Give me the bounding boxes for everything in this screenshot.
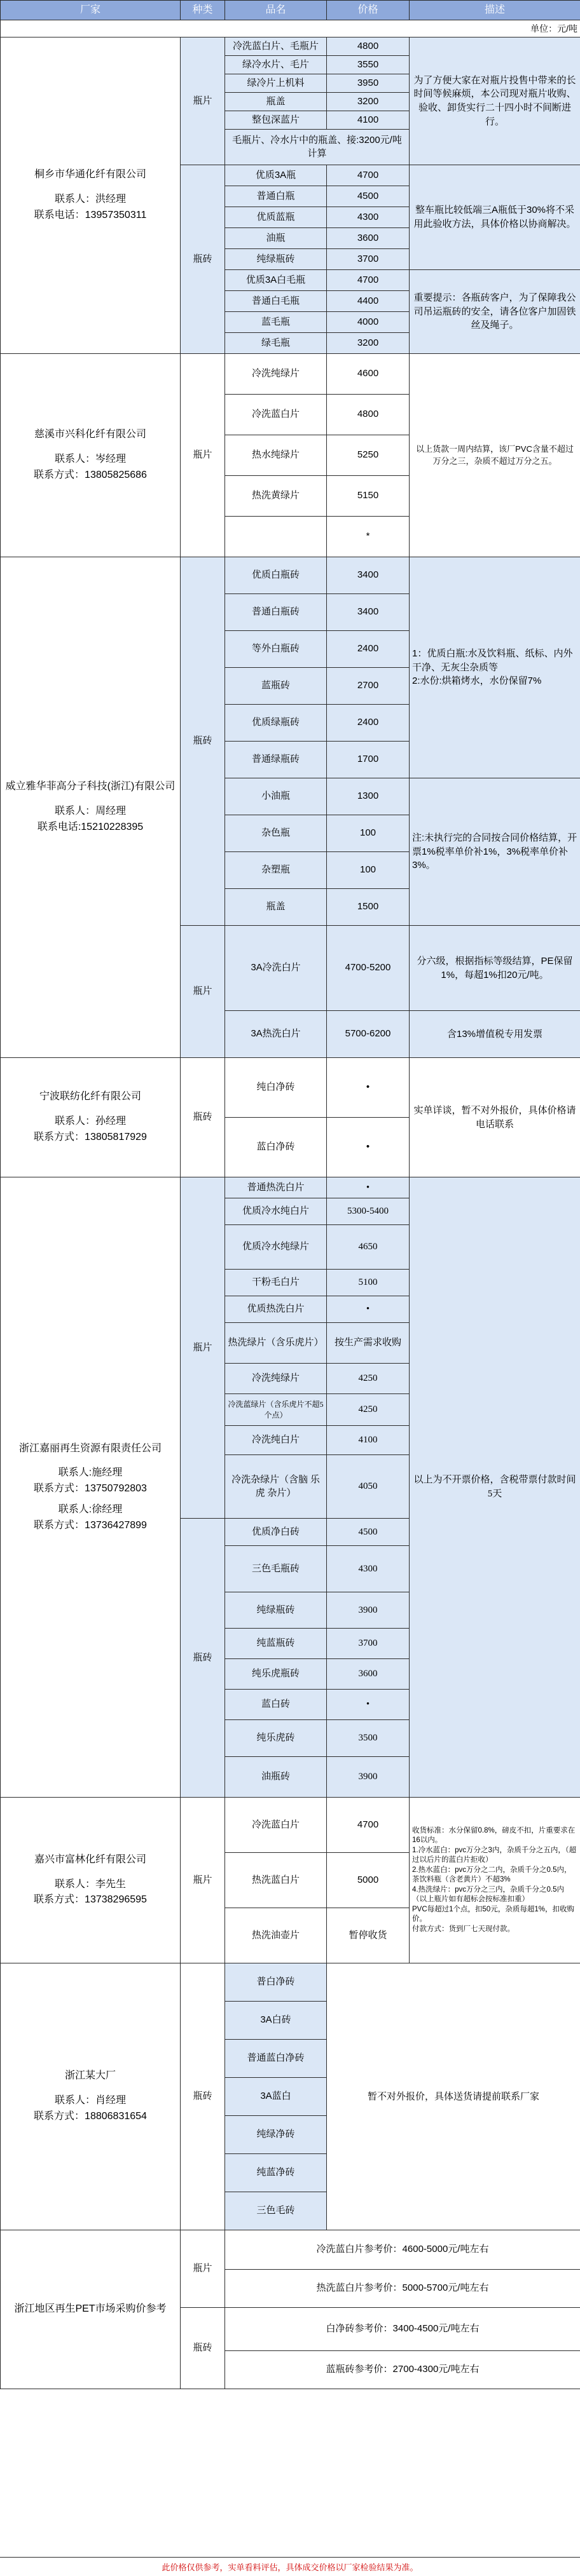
description-cell: 重要提示：各瓶砖客户，为了保障我公司吊运瓶砖的安全，请各位客户加固铁丝及绳子。	[410, 270, 580, 354]
product-price: 4800	[327, 395, 410, 435]
contact-phone: 联系方式：13805825686	[3, 468, 177, 484]
product-price: 3400	[327, 557, 410, 594]
product-name: 冷洗纯绿片	[225, 354, 327, 395]
description-cell: 为了方便大家在对瓶片投售中带来的长时间等候麻烦，本公司现对瓶片收购、验收、卸货实行二十四小时不间断进行。	[410, 37, 580, 165]
header-company: 厂家	[1, 1, 181, 20]
product-price: •	[327, 1690, 410, 1720]
product-name: 整包深蓝片	[225, 111, 327, 130]
product-name: 瓶盖	[225, 889, 327, 926]
product-price: 3900	[327, 1757, 410, 1798]
kind-cell: 瓶片	[181, 1798, 225, 1963]
description-cell: 收货标准：水分保留0.8%，磅皮不扣，片重要求在16以内。 1.冷水蓝白：pvc万分之3内，杂质千分之五内，（超过以后片的蓝白片拒收） 2.热水蓝白：pvc万分之二内，杂质千分之0.5内，茶饮料瓶（含老黄片）不超3% 4.热洗绿片：pvc万分之三内，杂质千分之0.5内（以上瓶片如有超标会按标准扣重） PVC每超过1个点，扣50元，杂质每超1%，扣收购价。 付款方式：货到厂七天现付款。	[410, 1798, 580, 1963]
product-price: 4400	[327, 291, 410, 312]
product-name: 热洗绿片（含乐虎片）	[225, 1323, 327, 1364]
contact-person: 联系人：周经理	[3, 804, 177, 820]
company-cell	[1, 1798, 181, 1963]
product-name: 纯乐虎砖	[225, 1720, 327, 1757]
company-cell	[1, 557, 181, 1058]
product-price: 5300-5400	[327, 1198, 410, 1225]
product-name: 普通热洗白片	[225, 1177, 327, 1198]
product-name: 纯乐虎瓶砖	[225, 1659, 327, 1690]
product-name: 杂色瓶	[225, 815, 327, 852]
product-price: 4300	[327, 207, 410, 228]
product-name: 小油瓶	[225, 778, 327, 815]
product-price: 100	[327, 815, 410, 852]
product-name: 冷洗蓝绿片（含乐虎片不超5个点）	[225, 1394, 327, 1426]
product-price: 5150	[327, 476, 410, 517]
product-price: 3500	[327, 1720, 410, 1757]
company-name: 威立雅华菲高分子科技(浙江)有限公司	[3, 779, 177, 795]
product-name: 冷洗蓝白片、毛瓶片	[225, 37, 327, 56]
product-price: 4700	[327, 270, 410, 291]
kind-cell: 瓶片	[181, 1177, 225, 1519]
product-name: 优质热洗白片	[225, 1296, 327, 1323]
section-veolia	[1, 557, 580, 1058]
company-name: 桐乡市华通化纤有限公司	[3, 167, 177, 183]
company-cell	[1, 354, 181, 557]
product-name: 热洗黄绿片	[225, 476, 327, 517]
contact-phone: 联系方式：13750792803	[3, 1481, 177, 1497]
product-name: 干粉毛白片	[225, 1270, 327, 1296]
product-name: 优质3A白毛瓶	[225, 270, 327, 291]
product-name: 绿毛瓶	[225, 333, 327, 354]
product-name: 3A蓝白	[225, 2078, 327, 2116]
product-name: 冷洗纯绿片	[225, 1364, 327, 1394]
product-name: 优质绿瓶砖	[225, 705, 327, 742]
product-price: *	[327, 517, 410, 557]
reference-line: 蓝瓶砖参考价：2700-4300元/吨左右	[225, 2351, 580, 2389]
product-price: 4100	[327, 1426, 410, 1455]
product-name: 等外白瓶砖	[225, 631, 327, 668]
product-price: 4700	[327, 165, 410, 186]
product-name: 冷洗纯白片	[225, 1426, 327, 1455]
product-price: 3600	[327, 1659, 410, 1690]
product-price: 3950	[327, 74, 410, 93]
product-name: 普白净砖	[225, 1963, 327, 2002]
product-price: 3400	[327, 594, 410, 631]
unit-row	[1, 20, 580, 37]
product-price: 4500	[327, 186, 410, 207]
product-name: 热水纯绿片	[225, 435, 327, 476]
company-name: 浙江某大厂	[3, 2068, 177, 2084]
product-name: 优质净白砖	[225, 1519, 327, 1546]
product-name: 蓝瓶砖	[225, 668, 327, 705]
kind-cell: 瓶砖	[181, 2308, 225, 2389]
product-name: 普通白瓶	[225, 186, 327, 207]
product-price: 4000	[327, 312, 410, 333]
product-price: 4050	[327, 1455, 410, 1519]
product-name: 瓶盖	[225, 93, 327, 111]
product-name: 蓝白砖	[225, 1690, 327, 1720]
product-name: 三色毛瓶砖	[225, 1546, 327, 1592]
product-price: 4650	[327, 1225, 410, 1270]
company-cell	[1, 1963, 181, 2230]
section-jiali	[1, 1177, 580, 1798]
product-name: 冷洗蓝白片	[225, 1798, 327, 1853]
header-kind: 种类	[181, 1, 225, 20]
product-price: 4700-5200	[327, 926, 410, 1011]
product-name: 纯绿瓶砖	[225, 1592, 327, 1629]
description-cell: 分六级，根据指标等级结算，PE保留1%，每超1%扣20元/吨。	[410, 926, 580, 1011]
product-name: 冷洗蓝白片	[225, 395, 327, 435]
kind-cell: 瓶片	[181, 926, 225, 1058]
company-cell	[1, 1058, 181, 1177]
product-price: 3200	[327, 93, 410, 111]
contact-phone: 联系方式：13738296595	[3, 1892, 177, 1908]
product-name: 油瓶	[225, 228, 327, 249]
product-price: 3600	[327, 228, 410, 249]
product-price: •	[327, 1296, 410, 1323]
product-price: 按生产需求收购	[327, 1323, 410, 1364]
product-name	[225, 517, 327, 557]
product-price: 1500	[327, 889, 410, 926]
description-cell: 实单详谈，暂不对外报价，具体价格请电话联系	[410, 1058, 580, 1177]
description-cell: 整车瓶比较低端三A瓶低于30%将不采用此验收方法，具体价格以协商解决。	[410, 165, 580, 270]
product-name: 3A白砖	[225, 2002, 327, 2040]
company-cell	[1, 37, 181, 354]
product-name: 普通白瓶砖	[225, 594, 327, 631]
contact-phone: 联系电话:15210228395	[3, 820, 177, 836]
product-name: 三色毛砖	[225, 2192, 327, 2230]
product-name: 3A热洗白片	[225, 1011, 327, 1058]
product-price: 4100	[327, 111, 410, 130]
product-name: 热洗蓝白片	[225, 1853, 327, 1908]
reference-line: 白净砖参考价：3400-4500元/吨左右	[225, 2308, 580, 2351]
product-price: 4800	[327, 37, 410, 56]
header-row	[1, 1, 580, 20]
product-name: 优质冷水纯白片	[225, 1198, 327, 1225]
company-cell	[1, 1177, 181, 1798]
product-name: 普通白毛瓶	[225, 291, 327, 312]
contact-person: 联系人：洪经理	[3, 192, 177, 208]
contact-person: 联系人：孙经理	[3, 1114, 177, 1130]
product-price: 5100	[327, 1270, 410, 1296]
section-zhejiang-factory	[1, 1963, 580, 2230]
product-price: 3200	[327, 333, 410, 354]
product-name: 油瓶砖	[225, 1757, 327, 1798]
product-name: 绿冷片上机料	[225, 74, 327, 93]
product-price: •	[327, 1118, 410, 1177]
product-price: 1300	[327, 778, 410, 815]
product-price: 4250	[327, 1364, 410, 1394]
product-name: 优质3A瓶	[225, 165, 327, 186]
product-price: 100	[327, 852, 410, 889]
contact-person: 联系人：李先生	[3, 1877, 177, 1893]
product-price: 4700	[327, 1798, 410, 1853]
product-price: 2700	[327, 668, 410, 705]
section-market-reference	[1, 2230, 580, 2389]
disclaimer-footer: 此价格仅供参考，实单看料评估，具体成交价格以厂家检验结果为准。	[0, 2557, 580, 2576]
product-name: 冷洗杂绿片（含脑 乐虎 杂片）	[225, 1455, 327, 1519]
section-lianfang	[1, 1058, 580, 1177]
contact-phone: 联系方式：13736427899	[3, 1518, 177, 1534]
product-name: 蓝白净砖	[225, 1118, 327, 1177]
reference-line: 热洗蓝白片参考价：5000-5700元/吨左右	[225, 2270, 580, 2308]
kind-cell: 瓶砖	[181, 1058, 225, 1177]
description-cell: 1：优质白瓶:水及饮料瓶、纸标、内外干净、无灰尘杂质等 2:水份:烘箱烤水，水份保留7%	[410, 557, 580, 778]
contact-phone: 联系电话：13957350311	[3, 208, 177, 224]
product-price: 5700-6200	[327, 1011, 410, 1058]
kind-cell: 瓶砖	[181, 1519, 225, 1798]
product-price: •	[327, 1177, 410, 1198]
product-price: •	[327, 1058, 410, 1118]
product-name: 优质冷水纯绿片	[225, 1225, 327, 1270]
product-price: 3700	[327, 1629, 410, 1659]
description-cell: 注:未执行完的合同按合同价格结算，开票1%税率单价补1%，3%税率单价补3%。	[410, 778, 580, 926]
description-cell: 含13%增值税专用发票	[410, 1011, 580, 1058]
product-name: 绿冷水片、毛片	[225, 56, 327, 74]
unit-label: 单位：元/吨	[1, 20, 580, 37]
product-name: 普通蓝白净砖	[225, 2040, 327, 2078]
product-price: 3900	[327, 1592, 410, 1629]
product-price: 暂停收货	[327, 1908, 410, 1963]
header-description: 描述	[410, 1, 580, 20]
kind-cell: 瓶砖	[181, 165, 225, 354]
description-cell: 暂不对外报价，具体送货请提前联系厂家	[327, 1963, 580, 2230]
product-name: 优质白瓶砖	[225, 557, 327, 594]
product-price: 3550	[327, 56, 410, 74]
product-price: 4250	[327, 1394, 410, 1426]
product-name: 3A冷洗白片	[225, 926, 327, 1011]
product-price: 2400	[327, 705, 410, 742]
contact-phone: 联系方式：18806831654	[3, 2109, 177, 2125]
header-product: 品名	[225, 1, 327, 20]
product-name: 纯白净砖	[225, 1058, 327, 1118]
product-name: 热洗油壶片	[225, 1908, 327, 1963]
section-fulin	[1, 1798, 580, 1963]
product-price: 4600	[327, 354, 410, 395]
product-name: 毛瓶片、冷水片中的瓶盖、接:3200元/吨计算	[225, 130, 410, 165]
product-name: 杂塑瓶	[225, 852, 327, 889]
company-cell	[1, 2230, 181, 2389]
company-name: 宁波联纺化纤有限公司	[3, 1089, 177, 1105]
product-price: 5000	[327, 1853, 410, 1908]
kind-cell: 瓶片	[181, 354, 225, 557]
description-cell: 以上为不开票价格，含税带票付款时间5天	[410, 1177, 580, 1798]
product-name: 普通绿瓶砖	[225, 742, 327, 778]
product-name: 优质蓝瓶	[225, 207, 327, 228]
product-price: 5250	[327, 435, 410, 476]
company-name: 浙江地区再生PET市场采购价参考	[14, 2303, 166, 2314]
product-name: 纯绿净砖	[225, 2116, 327, 2154]
kind-cell: 瓶片	[181, 37, 225, 165]
kind-cell: 瓶片	[181, 2230, 225, 2308]
product-price: 1700	[327, 742, 410, 778]
company-name: 嘉兴市富林化纤有限公司	[3, 1852, 177, 1868]
product-name: 纯蓝净砖	[225, 2154, 327, 2192]
section-xingke	[1, 354, 580, 557]
product-name: 纯绿瓶砖	[225, 249, 327, 270]
contact-person: 联系人：岑经理	[3, 452, 177, 468]
product-price: 2400	[327, 631, 410, 668]
company-name: 慈溪市兴科化纤有限公司	[3, 427, 177, 443]
contact-person: 联系人：肖经理	[3, 2093, 177, 2109]
kind-cell: 瓶砖	[181, 557, 225, 926]
product-name: 蓝毛瓶	[225, 312, 327, 333]
product-price: 4500	[327, 1519, 410, 1546]
contact-phone: 联系方式：13805817929	[3, 1130, 177, 1146]
header-price: 价格	[327, 1, 410, 20]
product-price: 4300	[327, 1546, 410, 1592]
contact-person: 联系人:徐经理	[3, 1502, 177, 1518]
contact-person: 联系人:施经理	[3, 1465, 177, 1481]
reference-line: 冷洗蓝白片参考价：4600-5000元/吨左右	[225, 2230, 580, 2270]
company-name: 浙江嘉丽再生资源有限责任公司	[3, 1441, 177, 1457]
product-name: 纯蓝瓶砖	[225, 1629, 327, 1659]
product-price: 3700	[327, 249, 410, 270]
description-cell: 以上货款一周内结算，该厂PVC含量不超过万分之三，杂质不超过万分之五。	[410, 354, 580, 557]
section-huatong	[1, 37, 580, 354]
kind-cell: 瓶砖	[181, 1963, 225, 2230]
